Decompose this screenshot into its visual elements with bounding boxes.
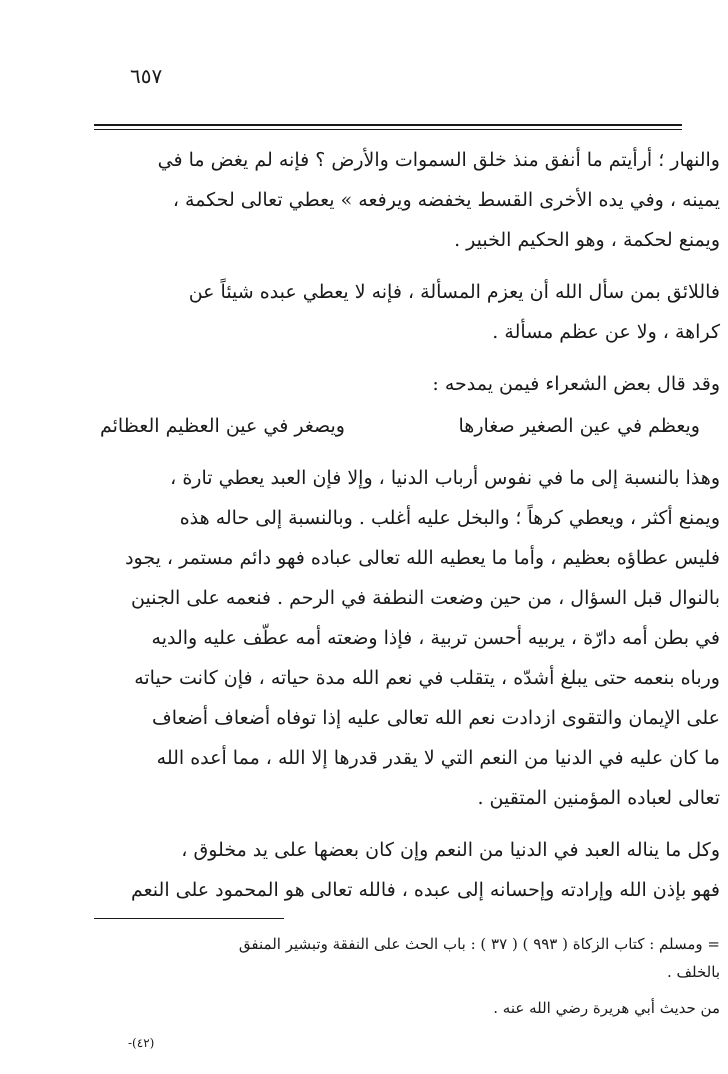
text-line: ويمنع لحكمة ، وهو الحكيم الخبير .	[454, 229, 720, 251]
footnote-line: بالخلف .	[666, 963, 720, 981]
text-line: وهذا بالنسبة إلى ما في نفوس أرباب الدنيا ، وإلا فإن العبد يعطي تارة ،	[170, 467, 720, 489]
poem-verse	[100, 406, 720, 446]
text-line: فليس عطاؤه بعظيم ، وأما ما يعطيه الله تعالى عباده فهو دائم مستمر ، يجود	[125, 547, 720, 569]
text-line: وقد قال بعض الشعراء فيمن يمدحه :	[432, 373, 720, 395]
text-line: ما كان عليه في الدنيا من النعم التي لا يقدر قدرها إلا الله ، مما أعده الله	[156, 747, 720, 769]
page-number: ٦٥٧	[130, 64, 163, 88]
text-line: ورباه بنعمه حتى يبلغ أشدّه ، يتقلب في نعم الله مدة حياته ، فإن كانت حياته	[134, 667, 720, 689]
text-line: ويمنع أكثر ، ويعطي كرهاً ؛ والبخل عليه أغلب . وبالنسبة إلى حاله هذه	[179, 507, 720, 529]
text-line: كراهة ، ولا عن عظم مسألة .	[492, 321, 720, 343]
paragraph-4	[80, 458, 720, 818]
verse-second-hemistich: ويصغر في عين العظيم العظائم	[100, 415, 345, 437]
text-line: بالنوال قبل السؤال ، من حين وضعت النطفة في الرحم . فنعمه على الجنين	[131, 587, 720, 609]
header-rule-thick	[94, 124, 682, 126]
paragraph-2	[80, 272, 720, 352]
text-line: والنهار ؛ أرأيتم ما أنفق منذ خلق السموات والأرض ؟ فإنه لم يغض ما في	[157, 149, 720, 171]
text-line: تعالى لعباده المؤمنين المتقين .	[477, 787, 720, 809]
paragraph-1	[80, 140, 720, 260]
text-line: في بطن أمه دارّة ، يربيه أحسن تربية ، فإذا وضعته أمه عطّف عليه والديه	[151, 627, 720, 649]
footnote-line: = ومسلم : كتاب الزكاة ( ٩٩٣ ) ( ٣٧ ) : باب الحث على النفقة وتبشير المنفق	[238, 935, 720, 953]
footnote-line: من حديث أبي هريرة رضي الله عنه .	[493, 999, 720, 1017]
text-line: على الإيمان والتقوى ازدادت نعم الله تعالى عليه إذا توفاه أضعاف أضعاف	[152, 707, 720, 729]
text-line: يمينه ، وفي يده الأخرى القسط يخفضه ويرفعه » يعطي تعالى لحكمة ،	[172, 189, 720, 211]
main-text	[80, 140, 720, 910]
text-line: وكل ما يناله العبد في الدنيا من النعم وإن كان بعضها على يد مخلوق ،	[181, 839, 720, 861]
footnotes	[80, 930, 720, 1022]
text-line: فاللائق بمن سأل الله أن يعزم المسألة ، فإنه لا يعطي عبده شيئاً عن	[188, 281, 720, 303]
paragraph-5	[80, 830, 720, 910]
text-line: فهو بإذن الله وإرادته وإحسانه إلى عبده ، فالله تعالى هو المحمود على النعم	[131, 879, 720, 901]
verse-first-hemistich: ويعظم في عين الصغير صغارها	[458, 415, 700, 437]
paragraph-3	[80, 364, 720, 404]
footnote-rule	[94, 918, 284, 919]
sheet-number: (٤٢)-	[128, 1036, 155, 1050]
header-rule-thin	[94, 129, 682, 130]
